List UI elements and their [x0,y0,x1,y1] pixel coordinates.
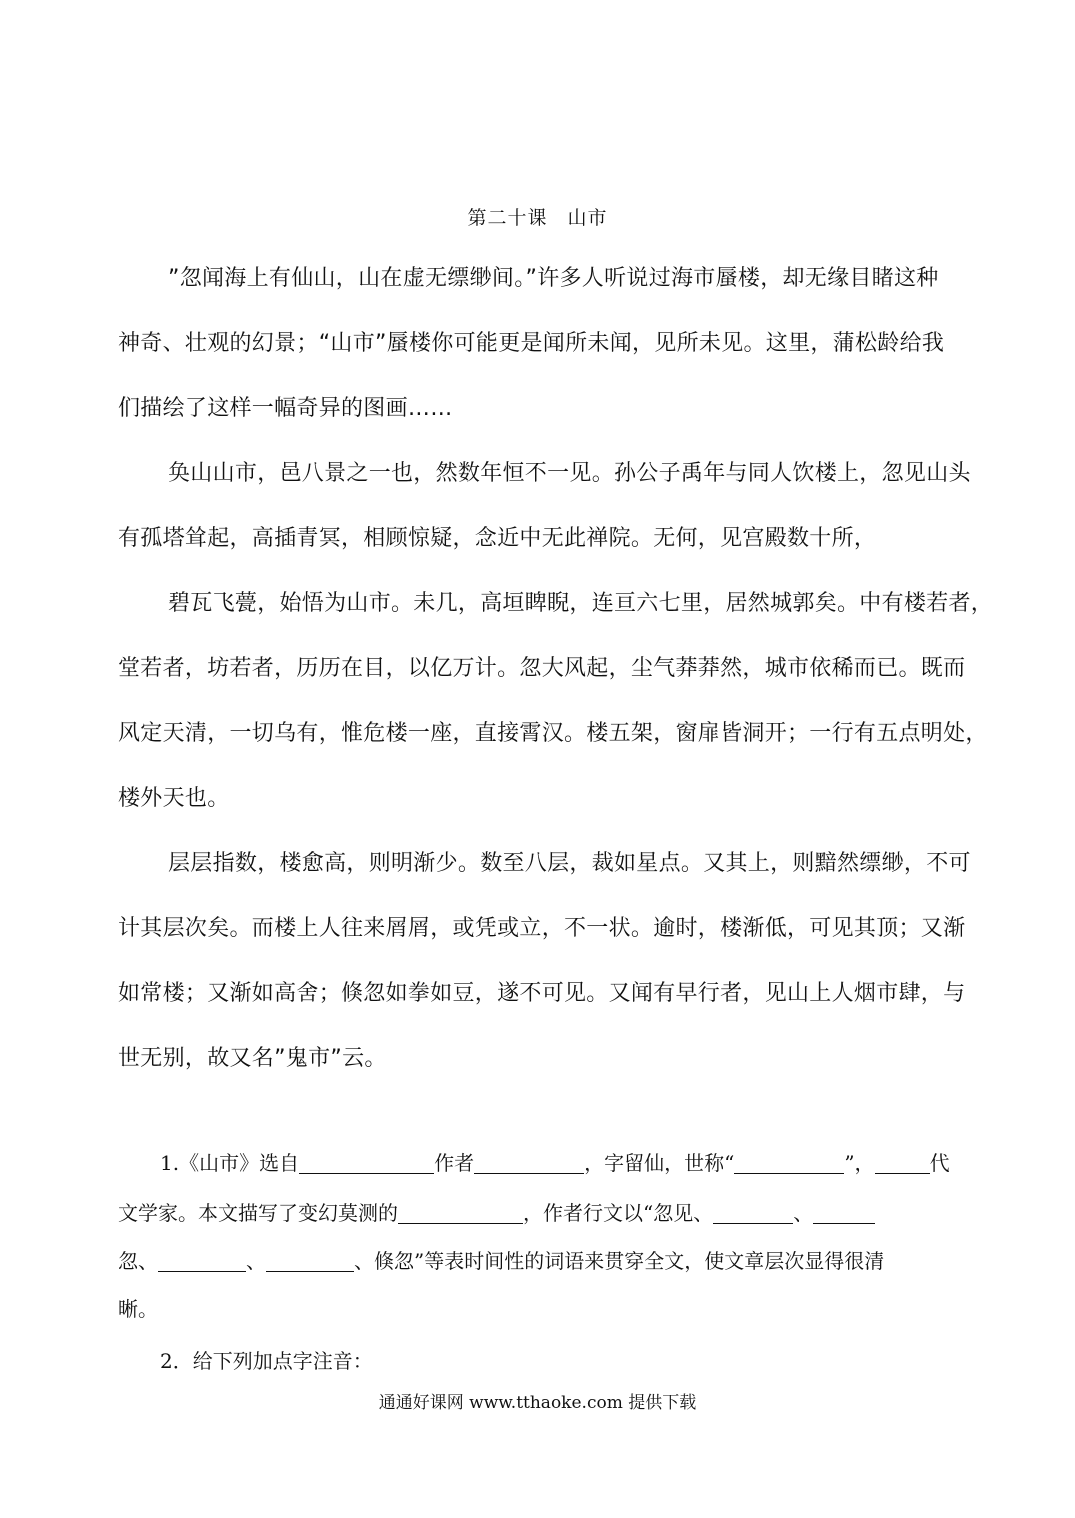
question-2: 2．给下列加点字注音： [160,1349,373,1373]
passage-line: 奂山山市，邑八景之一也，然数年恒不一见。孙公子禹年与同人饮楼上，忽见山头 [168,461,971,486]
answer-blank[interactable] [474,1151,584,1174]
answer-blank[interactable] [299,1151,434,1174]
question-1-line-1: 1.《山市》选自 作者 ，字留仙，世称“ ”， 代 [160,1151,950,1175]
answer-blank[interactable] [734,1151,844,1174]
lesson-title [0,203,1075,230]
passage-line: 计其层次矣。而楼上人往来屑屑，或凭或立，不一状。逾时，楼渐低，可见其顶；又渐 [118,916,966,941]
answer-blank[interactable] [713,1201,793,1224]
passage-line: 层层指数，楼愈高，则明渐少。数至八层，裁如星点。又其上，则黯然缥缈，不可 [168,851,971,876]
passage-line: 如常楼；又渐如高舍；倏忽如拳如豆，遂不可见。又闻有早行者，见山上人烟市肆，与 [118,981,966,1006]
passage-line: 风定天清，一切乌有，惟危楼一座，直接霄汉。楼五架，窗扉皆洞开；一行有五点明处， [118,721,988,746]
lesson-number: 第二十课 [467,207,548,229]
question-1-line-2: 文学家。本文描写了变幻莫测的 ，作者行文以“忽见、 、 [118,1197,963,1229]
answer-blank[interactable] [266,1249,354,1272]
passage-line: 堂若者，坊若者，历历在目，以亿万计。忽大风起，尘气莽莽然，城市依稀而已。既而 [118,656,966,681]
footer-note: 通通好课网 www.tthaoke.com 提供下载 [378,1393,697,1413]
passage-line: 碧瓦飞甍，始悟为山市。未几，高垣睥睨，连亘六七里，居然城郭矣。中有楼若者， [168,591,994,616]
lesson-name: 山市 [567,207,608,229]
intro-line: 神奇、壮观的幻景；“山市”蜃楼你可能更是闻所未闻，见所未见。这里，蒲松龄给我 [118,331,945,356]
passage-line: 世无别，故又名”鬼市”云。 [118,1046,387,1071]
passage-line: 楼外天也。 [118,786,230,811]
answer-blank[interactable] [398,1201,523,1224]
answer-blank[interactable] [813,1201,875,1224]
intro-line: ”忽闻海上有仙山，山在虚无缥缈间。”许多人听说过海市蜃楼，却无缘目睹这种 [168,266,939,291]
question-1-line-4: 晰。 [118,1297,158,1321]
passage-line: 有孤塔耸起，高插青冥，相顾惊疑，念近中无此禅院。无何，见宫殿数十所， [118,526,877,551]
intro-line: 们描绘了这样一幅奇异的图画…… [118,396,453,421]
answer-blank[interactable] [875,1151,930,1174]
question-1-line-3: 忽、 、 、倏忽”等表时间性的词语来贯穿全文，使文章层次显得很清 [118,1249,885,1273]
answer-blank[interactable] [158,1249,246,1272]
